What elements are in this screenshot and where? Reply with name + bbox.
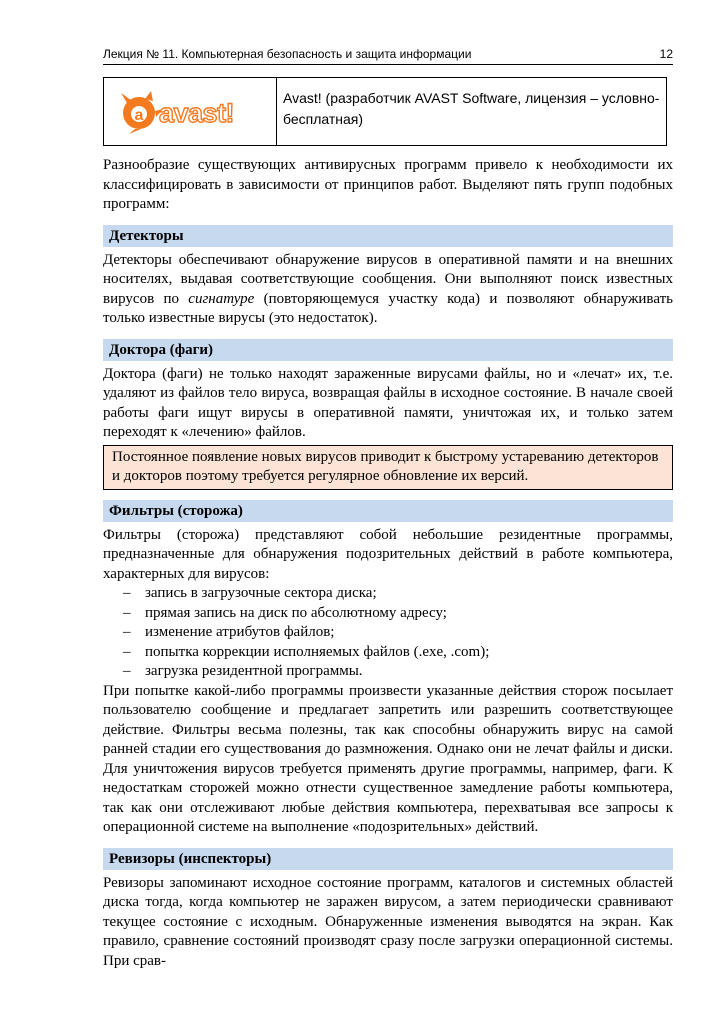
doctors-paragraph: Доктора (фаги) не только находят зараженные вирусами файлы, но и «лечат» их, т.е. удаляют из файлов тело вируса, возвращая файлы в исходное состояние. В начале своей работы фаги ищут вирусы в оперативной памяти, уничтожая их, и только затем переходят к «лечению» файлов.: [103, 365, 673, 440]
header-title: Лекция № 11. Компьютерная безопасность и защита информации: [103, 47, 472, 61]
list-item-text: загрузка резидентной программы.: [145, 663, 363, 679]
program-description: Avast! (разработчик AVAST Software, лицензия – условно-бесплатная): [283, 90, 660, 127]
detectors-text-start: Детекторы обеспечивают обнаружение вирусов в оперативной памяти и на внешних носителях, выдавая соответствующие сообщения. Они выполняют поиск известных вирусов по: [103, 251, 673, 307]
revisors-paragraph: Ревизоры запоминают исходное состояние программ, каталогов и системных областей диска тогда, когда компьютер не заражен вирусом, а затем периодически сравнивают текущее состояние с исходным. Обнаруженные изменения выводятся на экран. Как правило, сравнение состояний производят сразу после загрузки операционной системы. При срав-: [103, 874, 673, 969]
filters-paragraph-2: При попытке какой-либо программы произвести указанные действия сторож посылает пользователю сообщение и предлагает запретить или разрешить соответствующее действие. Фильтры весьма полезны, так как способны обнаружить вирус на самой ранней стадии его существования до размножения. Однако они не лечат файлы и диски. Для уничтожения вирусов требуется применять другие программы, например, фаги. К недостаткам сторожей можно отнести существенное замедление работы компьютера, так как они отслеживают любые действия компьютера, перехватывая все запросы к операционной системе на выполнение «подозрительных» действий.: [103, 682, 673, 835]
list-item-text: прямая запись на диск по абсолютному адресу;: [145, 604, 447, 621]
dash-bullet: –: [123, 663, 131, 679]
dash-bullet: –: [123, 585, 131, 601]
detectors-paragraph: [103, 251, 673, 329]
intro-paragraph: Разнообразие существующих антивирусных программ привело к необходимости их классифицировать в зависимости от принципов работ. Выделяют пять групп подобных программ:: [103, 157, 673, 212]
list-item: [123, 662, 673, 682]
avast-logo-cell: [104, 78, 277, 145]
list-item-text: изменение атрибутов файлов;: [145, 624, 335, 640]
section-heading-revisors: Ревизоры (инспекторы): [103, 848, 673, 870]
detectors-text-end: (повторяющемуся участку кода) и позволяют обнаруживать только известные вирусы (это недостаток).: [103, 290, 673, 326]
page-header: [103, 38, 673, 65]
list-item: [123, 604, 673, 624]
page-number: 12: [659, 47, 673, 61]
list-item: [123, 584, 673, 604]
signature-term: сигнатуре: [188, 290, 255, 307]
dash-bullet: –: [123, 643, 131, 660]
list-item: [123, 643, 673, 663]
section-heading-filters: Фильтры (сторожа): [103, 500, 673, 522]
dash-bullet: –: [123, 624, 131, 640]
list-item: [123, 623, 673, 643]
program-table: [103, 77, 667, 146]
filters-paragraph: Фильтры (сторожа) представляют собой небольшие резидентные программы, предназначенные для обнаружения подозрительных действий в работе компьютера, характерных для вирусов:: [103, 526, 673, 582]
page-content: [103, 156, 673, 971]
avast-logo-icon: [115, 89, 265, 135]
list-item-text: попытка коррекции исполняемых файлов (.exe, .com);: [145, 643, 490, 660]
update-note: Постоянное появление новых вирусов приводит к быстрому устареванию детекторов и докторов поэтому требуется регулярное обновление их версий.: [103, 445, 673, 490]
list-item-text: запись в загрузочные сектора диска;: [145, 585, 377, 601]
logo-letter-a: a: [134, 106, 144, 124]
suspicious-actions-list: [103, 584, 673, 682]
logo-wordmark: avast!: [159, 97, 235, 128]
dash-bullet: –: [123, 604, 131, 621]
section-heading-detectors: Детекторы: [103, 225, 673, 247]
section-heading-doctors: Доктора (фаги): [103, 339, 673, 361]
